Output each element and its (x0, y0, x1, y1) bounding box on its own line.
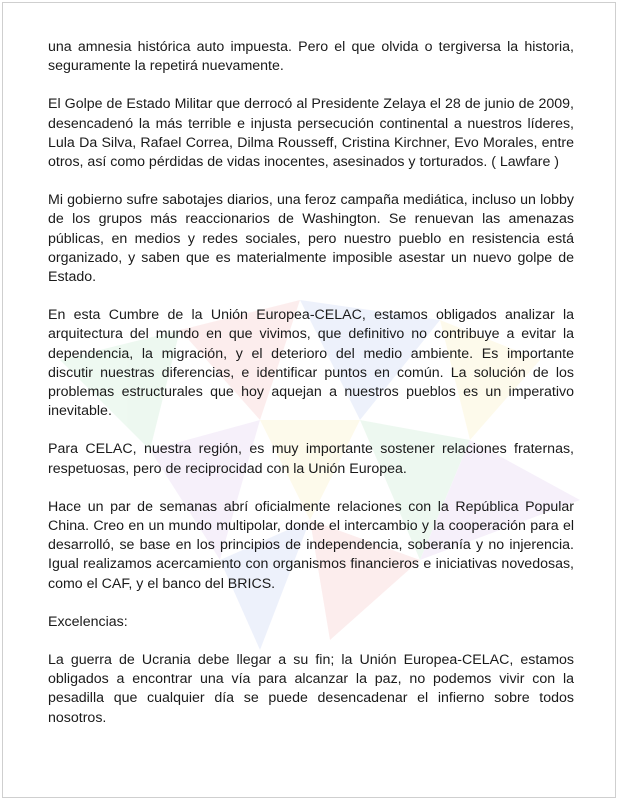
paragraph-golpe-de-estado: El Golpe de Estado Militar que derrocó al Presidente Zelaya el 28 de junio de 2009, desencadenó la más terrible e injusta persecución continental a nuestros líderes, Lula Da Silva, Rafael Correa, Dilma Rousseff, Cristina Kirchner, Evo Morales, entre otros, así como pérdidas de vidas inocentes, asesinados y torturados. ( Lawfare ) (48, 96, 574, 171)
paragraph-gobierno-sabotajes: Mi gobierno sufre sabotajes diarios, una feroz campaña mediática, incluso un lobby de los grupos más reaccionarios de Washington. Se renuevan las amenazas públicas, en medios y redes sociales, pero nuestro pueblo en resistencia está organizado, y saben que es materialmente imposible asestar un nuevo golpe de Estado. (48, 192, 574, 286)
paragraph-cumbre-ue-celac: En esta Cumbre de la Unión Europea-CELAC, estamos obligados analizar la arquitectura del mundo en que vivimos, que definitivo no contribuye a evitar la dependencia, la migración, y el deterioro del medio ambiente. Es importante discutir nuestras diferencias, e identificar puntos en común. La solución de los problemas estructurales que hoy aquejan a nuestros pueblos es un imperativo inevitable. (48, 307, 574, 420)
paragraph-celac-relaciones: Para CELAC, nuestra región, es muy importante sostener relaciones fraternas, respetuosas, pero de reciprocidad con la Unión Europea. (48, 441, 574, 477)
paragraph-excelencias: Excelencias: (48, 613, 128, 630)
document-body (48, 38, 574, 747)
paragraph-guerra-ucrania: La guerra de Ucrania debe llegar a su fin; la Unión Europea-CELAC, estamos obligados a encontrar una vía para alcanzar la paz, no podemos vivir con la pesadilla que cualquier día se puede desencadenar el infierno sobre todos nosotros. (48, 652, 574, 726)
paragraph-republica-china: Hace un par de semanas abrí oficialmente relaciones con la República Popular China. Creo en un mundo multipolar, donde el intercambio y la cooperación para el desarrolló, se base en los principios de independencia, soberanía y no injerencia. Igual realizamos acercamiento con organismos financieros e iniciativas novedosas, como el CAF, y el banco del BRICS. (48, 498, 574, 592)
paragraph-amnesia: una amnesia histórica auto impuesta. Pero el que olvida o tergiversa la historia, seguramente la repetirá nuevamente. (48, 39, 574, 75)
